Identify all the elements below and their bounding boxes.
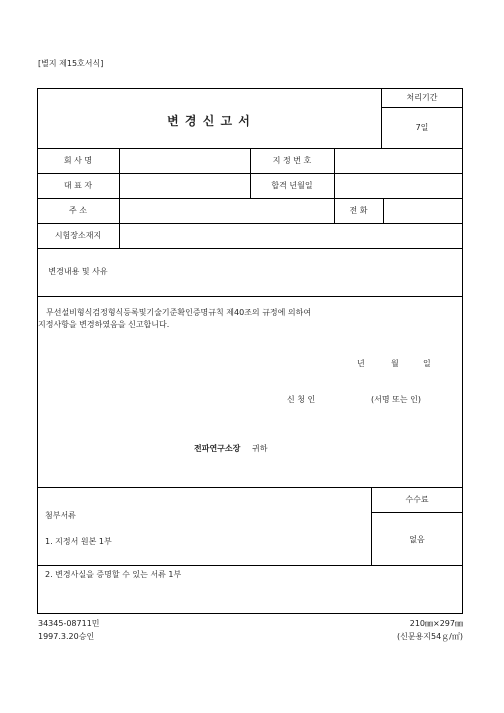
divider xyxy=(250,148,251,198)
attachment-item-2: 2. 변경사실을 증명할 수 있는 서류 1부 xyxy=(45,570,182,579)
approval-date: 1997.3.20승인 xyxy=(38,632,95,641)
divider xyxy=(37,248,463,249)
company-name-field[interactable] xyxy=(121,150,248,171)
form-number-label: [별지 제15호서식] xyxy=(38,59,104,68)
company-name-label: 회 사 명 xyxy=(63,156,93,165)
divider xyxy=(37,487,463,488)
divider xyxy=(381,107,463,108)
phone-label: 전 화 xyxy=(349,206,368,215)
pass-date-label: 합격 년월일 xyxy=(271,181,313,190)
attachments-header: 첨부서류 xyxy=(45,511,76,520)
test-location-field[interactable] xyxy=(121,225,461,246)
processing-period-label: 처리기간 xyxy=(406,93,438,102)
divider xyxy=(383,198,384,223)
test-location-label: 시험장소재지 xyxy=(54,231,102,240)
attachment-item-1: 1. 지정서 원본 1부 xyxy=(45,537,112,546)
change-reason-label: 변경내용 및 사유 xyxy=(48,267,108,276)
processing-period-value: 7일 xyxy=(415,123,429,132)
date-year: 년 xyxy=(357,359,365,368)
phone-field[interactable] xyxy=(385,200,461,221)
addressee-name: 전파연구소장 xyxy=(194,444,241,453)
fee-label: 수수료 xyxy=(405,495,429,504)
statement-line-1: 무선설비형식검정형식등록및기술기준확인증명규칙 제40조의 규정에 의하여 xyxy=(46,308,312,317)
divider xyxy=(37,223,463,224)
designation-number-field[interactable] xyxy=(336,150,461,171)
statement-line-2: 지정사항을 변경하였음을 신고합니다. xyxy=(38,320,170,329)
change-reason-field[interactable] xyxy=(121,250,461,294)
pass-date-field[interactable] xyxy=(336,175,461,196)
applicant-name-field[interactable] xyxy=(322,392,367,408)
paper-size: 210㎜×297㎜ xyxy=(409,619,463,628)
designation-number-label: 지 정 번 호 xyxy=(272,156,312,165)
divider xyxy=(119,148,120,248)
applicant-label: 신 청 인 xyxy=(287,395,316,404)
representative-field[interactable] xyxy=(121,175,248,196)
date-month: 월 xyxy=(391,359,399,368)
form-code: 34345-08711민 xyxy=(38,619,100,628)
fee-value: 없음 xyxy=(409,535,425,544)
paper-spec: (신문용지54ｇ/㎡) xyxy=(396,632,463,641)
page-title: 변 경 신 고 서 xyxy=(167,114,251,128)
divider xyxy=(37,198,463,199)
date-day: 일 xyxy=(423,359,431,368)
divider xyxy=(37,296,463,297)
address-label: 주 소 xyxy=(69,206,87,215)
divider xyxy=(37,565,463,566)
addressee-suffix: 귀하 xyxy=(252,444,268,453)
address-field[interactable] xyxy=(121,200,332,221)
representative-label: 대 표 자 xyxy=(63,181,93,190)
signature-label: (서명 또는 인) xyxy=(371,395,421,404)
divider xyxy=(371,512,463,513)
